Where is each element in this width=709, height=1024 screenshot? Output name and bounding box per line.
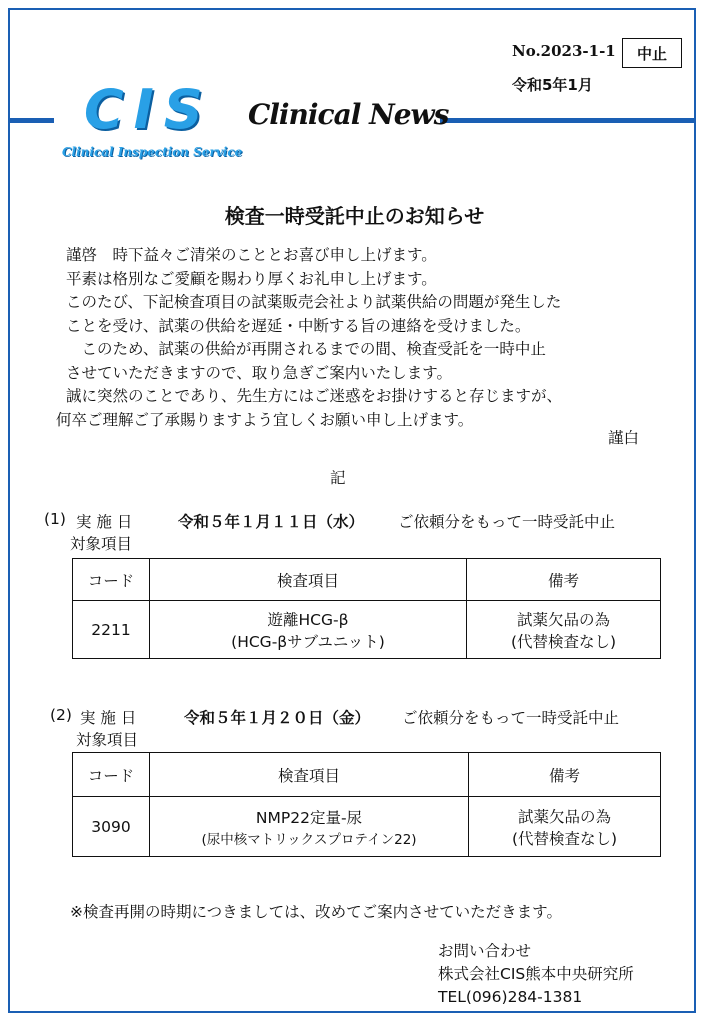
body-line: させていただきますので、取り急ぎご案内いたします。 [66,363,452,382]
table-cell-code: 2211 [73,601,150,659]
table-header-item: 検査項目 [150,559,467,601]
table-cell-item [150,797,469,857]
table-cell-note [469,797,661,857]
contact-company: 株式会社CIS熊本中央研究所 [438,965,634,983]
table-header-note: 備考 [467,559,661,601]
note-line: 試薬欠品の為 [516,610,610,629]
document-date: 令和5年1月 [512,76,593,94]
note-line: 試薬欠品の為 [517,807,611,826]
ki-mark: 記 [330,469,346,487]
document-number: No.2023-1-1 [512,42,616,60]
item-subname: (尿中核マトリックスプロテイン22) [201,831,417,848]
body-line: このため、試薬の供給が再開されるまでの間、検査受託を一時中止 [66,340,546,358]
newsletter-title: Clinical News [248,98,449,131]
contact-heading: お問い合わせ [438,942,532,960]
section-1-description: ご依頼分をもって一時受託中止 [398,513,616,531]
resume-note: ※検査再開の時期につきましては、改めてご案内させていただきます。 [70,903,562,921]
section-2-target-label: 対象項目 [76,731,139,749]
table-row [73,601,661,659]
body-line: 誠に突然のことであり、先生方にはご迷惑をお掛けすると存じますが、 [66,387,563,405]
status-badge: 中止 [622,38,682,68]
section-1-date-label: 実 施 日 [76,513,133,531]
section-1-table [72,558,661,659]
section-1-date: 令和５年１月１１日（水） [178,513,365,531]
body-line: このたび、下記検査項目の試薬販売会社より試薬供給の問題が発生した [66,293,562,311]
header-rule-left [10,118,54,123]
header-rule-right [440,118,694,123]
table-cell-item [150,601,467,659]
note-line: (代替検査なし) [510,632,617,651]
body-paragraph [56,244,676,432]
body-line: ことを受け、試薬の供給を遅延・中断する旨の連絡を受けました。 [66,316,531,335]
table-cell-note [467,601,661,659]
closing-word: 謹白 [608,429,640,447]
table-header-code: コード [73,559,150,601]
section-2-date-label: 実 施 日 [80,709,137,727]
table-header-code: コード [73,753,150,797]
note-line: (代替検査なし) [511,829,618,848]
body-line: 謹啓 時下益々ご清栄のこととお喜び申し上げます。 [66,246,437,264]
section-1-number: (1) [44,510,66,528]
section-2-description: ご依頼分をもって一時受託中止 [402,709,620,727]
contact-tel: TEL(096)284-1381 [438,988,583,1006]
section-2-date: 令和５年１月２０日（金） [184,709,371,727]
table-header-note: 備考 [469,753,661,797]
table-header-item: 検査項目 [150,753,469,797]
item-name: 遊離HCG-β [267,610,349,629]
cis-logo-subtitle: Clinical Inspection Service [62,145,243,159]
item-subname: (HCG-βサブユニット) [231,632,385,651]
table-row [73,797,661,857]
body-line: 何卒ご理解ご了承賜りますよう宜しくお願い申し上げます。 [56,410,474,429]
contact-block [438,940,634,1009]
page-title: 検査一時受託中止のお知らせ [224,204,485,228]
cis-logo: CIS [84,78,213,141]
section-2-number: (2) [50,706,72,724]
item-name: NMP22定量-尿 [255,808,363,827]
section-2-table [72,752,661,857]
body-line: 平素は格別なご愛顧を賜わり厚くお礼申し上げます。 [66,269,437,288]
table-cell-code: 3090 [73,797,150,857]
section-1-target-label: 対象項目 [70,535,133,553]
